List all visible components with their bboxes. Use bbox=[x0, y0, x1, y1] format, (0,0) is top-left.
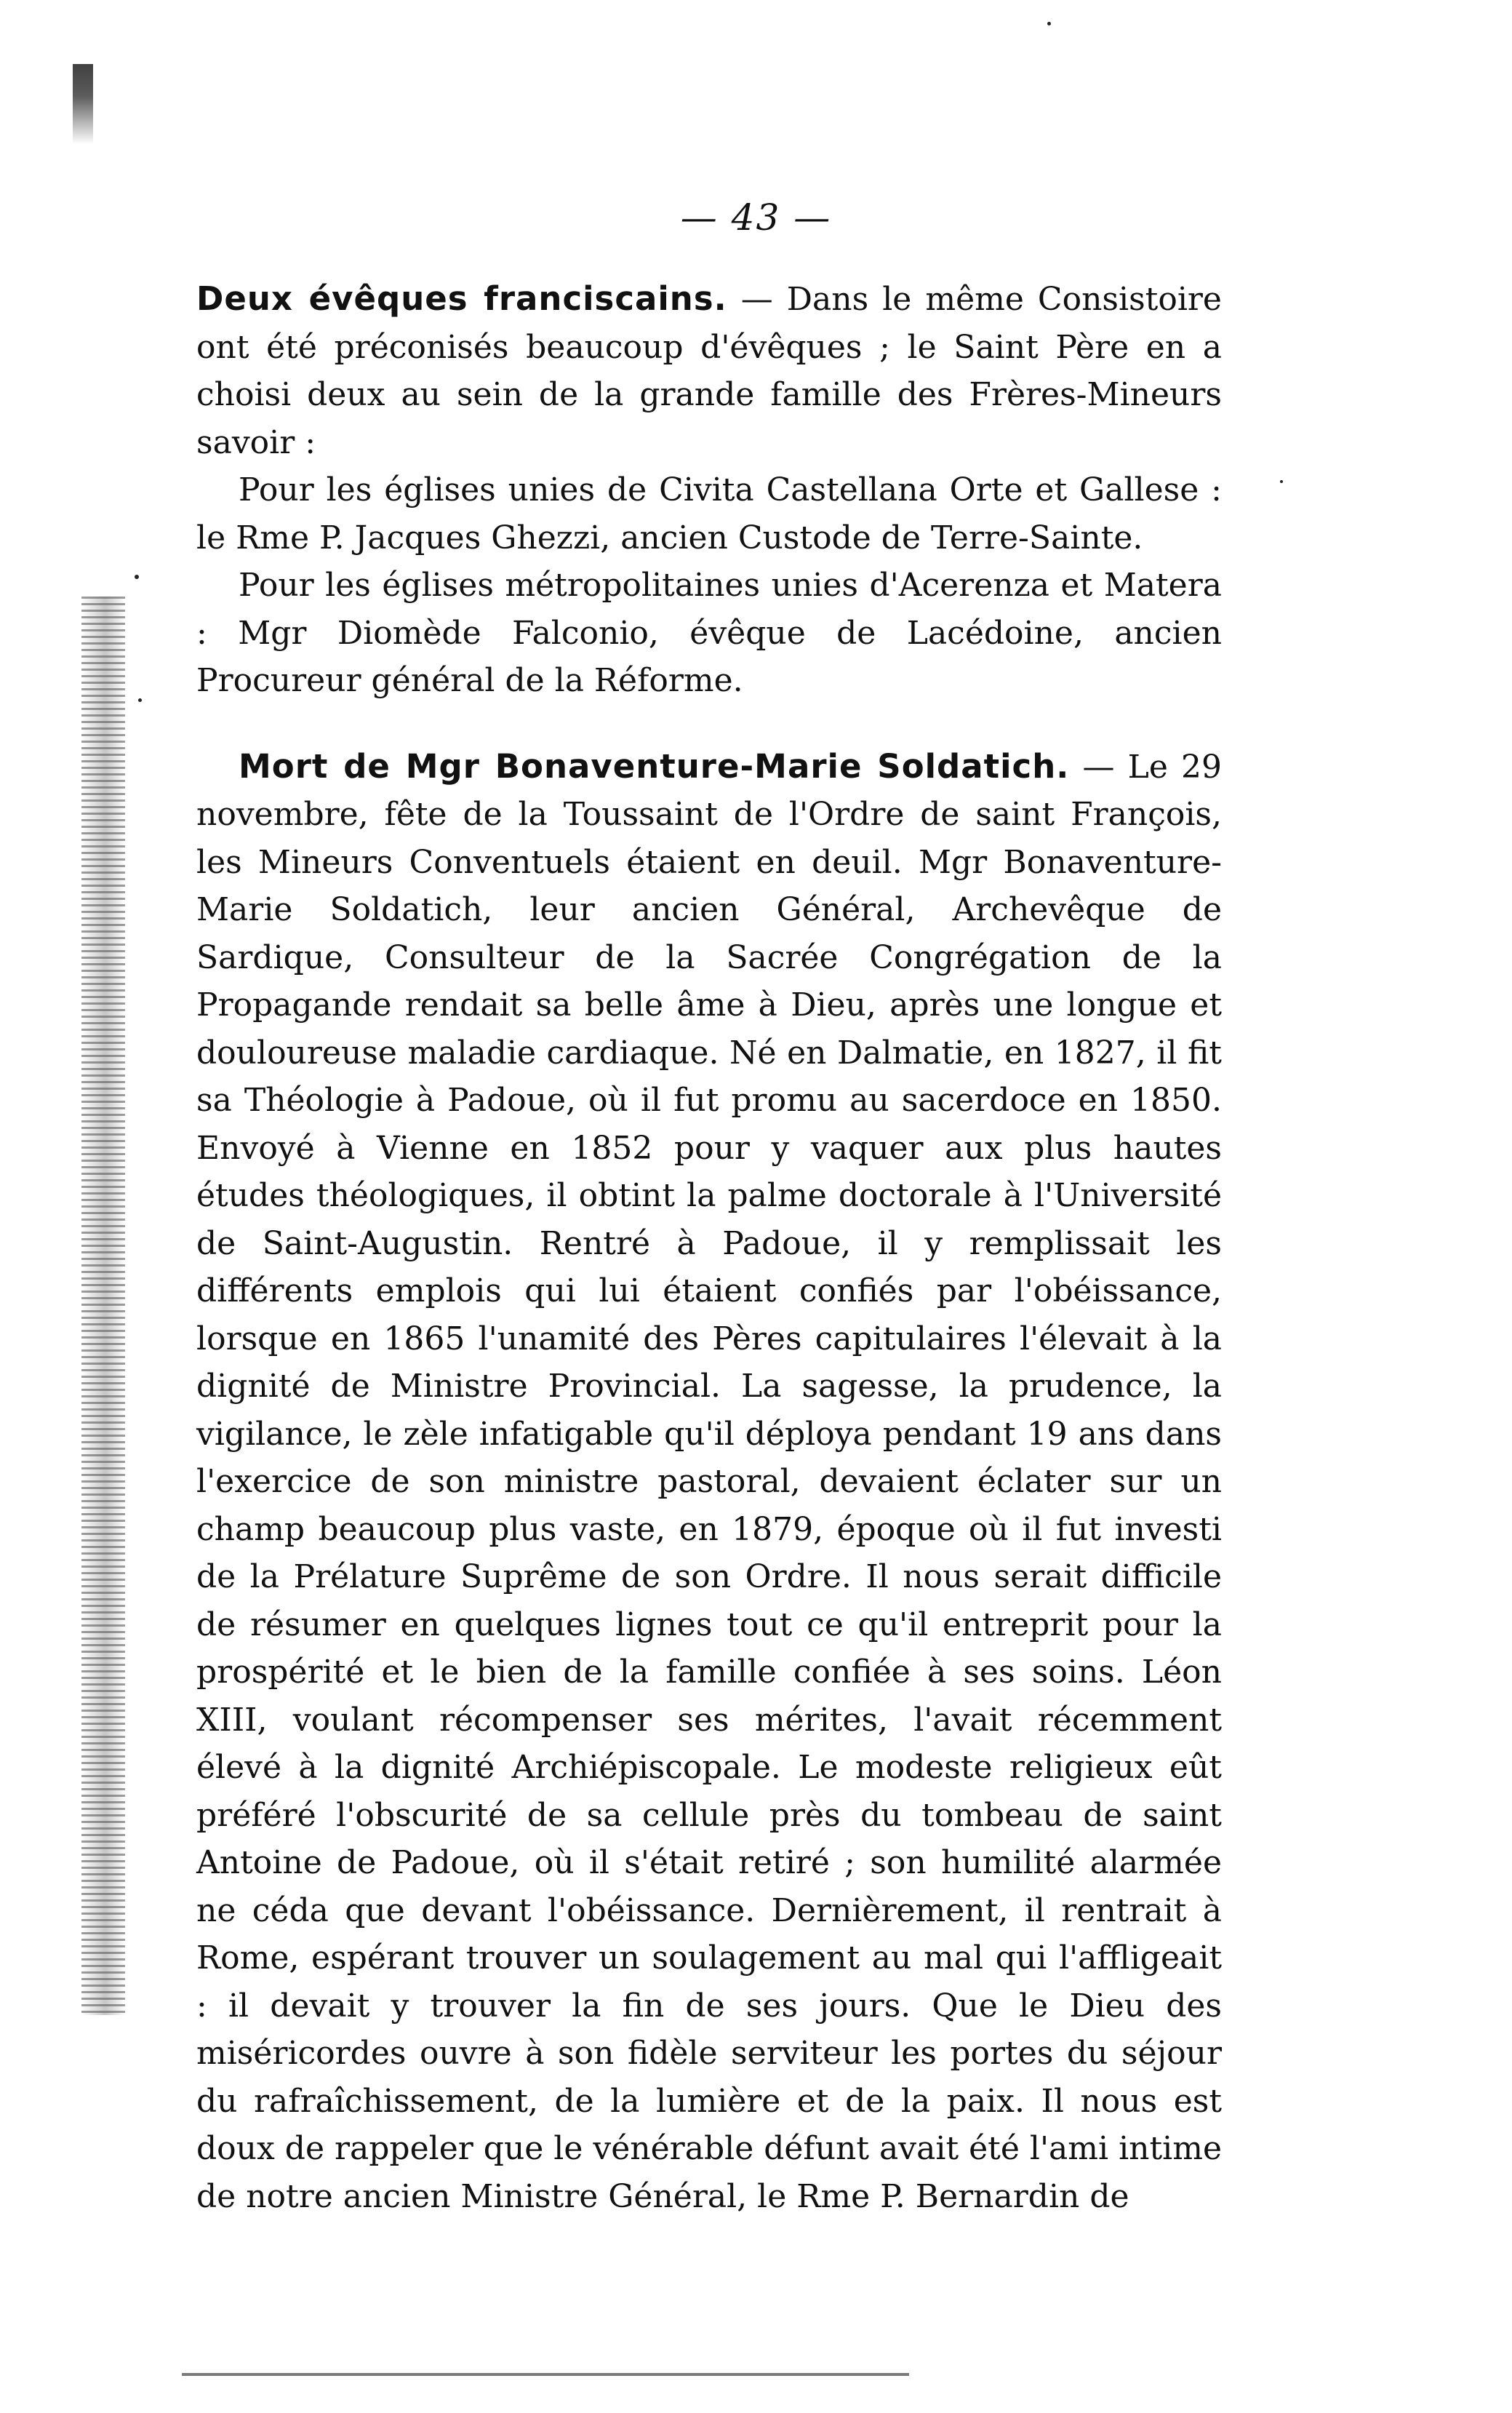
body-text bbox=[196, 275, 1222, 2220]
article-heading: Mort de Mgr Bonaventure-Marie Soldatich. bbox=[239, 746, 1070, 786]
page-number: — 43 — bbox=[680, 196, 832, 239]
scan-speck bbox=[1280, 480, 1283, 483]
article-body: — Le 29 novembre, fête de la Toussaint de l'Ordre de saint François, les Mineurs Conventuels étaient en deuil. Mgr Bonaventure-Marie Soldatich, leur ancien Général, Archevêque de Sardique, Consulteur de la Sacrée Congrégation de la Propagande rendait sa belle âme à Dieu, après une longue et douloureuse maladie cardiaque. Né en Dalmatie, en 1827, il fit sa Théologie à Padoue, où il fut promu au sacerdoce en 1850. Envoyé à Vienne en 1852 pour y vaquer aux plus hautes études théologiques, il obtint la palme doctorale à l'Université de Saint-Augustin. Rentré à Padoue, il y remplissait les différents emplois qui lui étaient confiés par l'obéissance, lorsque en 1865 l'unamité des Pères capitulaires l'élevait à la dignité de Ministre Provincial. La sagesse, la prudence, la vigilance, le zèle infatigable qu'il déploya pendant 19 ans dans l'exercice de son ministre pastoral, devaient éclater sur un champ beaucoup plus vaste, en 1879, époque où il fut investi de la Prélature Suprême de son Ordre. Il nous serait difficile de résumer en quelques lignes tout ce qu'il entreprit pour la prospérité et le bien de la famille confiée à ses soins. Léon XIII, voulant récompenser ses mérites, l'avait récemment élevé à la dignité Archiépiscopale. Le modeste religieux eût préféré l'obscurité de sa cellule près du tombeau de saint Antoine de Padoue, où il s'était retiré ; son humilité alarmée ne céda que devant l'obéissance. Dernièrement, il rentrait à Rome, espérant trouver un soulagement au mal qui l'affligeait : il devait y trouver la fin de ses jours. Que le Dieu des miséricordes ouvre à son fidèle serviteur les portes du séjour du rafraîchissement, de la lumière et de la paix. Il nous est doux de rappeler que le vénérable défunt avait été l'ami intime de notre ancien Ministre Général, le Rme P. Bernardin de bbox=[196, 748, 1223, 2215]
section-gap bbox=[196, 705, 1222, 743]
scan-speck bbox=[138, 698, 142, 702]
article-heading: Deux évêques franciscains. bbox=[196, 279, 727, 318]
binding-edge-noise bbox=[81, 597, 125, 2015]
article-intro: — Dans le même Consistoire ont été préconisés beaucoup d'évêques ; le Saint Père en a choisi deux au sein de la grande famille des Frères-Mineurs savoir : bbox=[196, 281, 1222, 461]
scan-speck bbox=[1047, 22, 1051, 25]
article-deux-eveques bbox=[196, 275, 1222, 466]
scan-speck bbox=[135, 575, 139, 579]
binding-shadow-top bbox=[73, 64, 93, 144]
article-entry: Pour les églises unies de Civita Castellana Orte et Gallese : le Rme P. Jacques Ghezzi, ancien Custode de Terre-Sainte. bbox=[196, 471, 1222, 557]
article-mort-soldatich bbox=[196, 743, 1222, 2221]
article-entry: Pour les églises métropolitaines unies d'Acerenza et Matera : Mgr Diomède Falconio, évêque de Lacédoine, ancien Procureur général de la Réforme. bbox=[196, 567, 1222, 699]
bottom-scan-noise bbox=[182, 2373, 909, 2376]
